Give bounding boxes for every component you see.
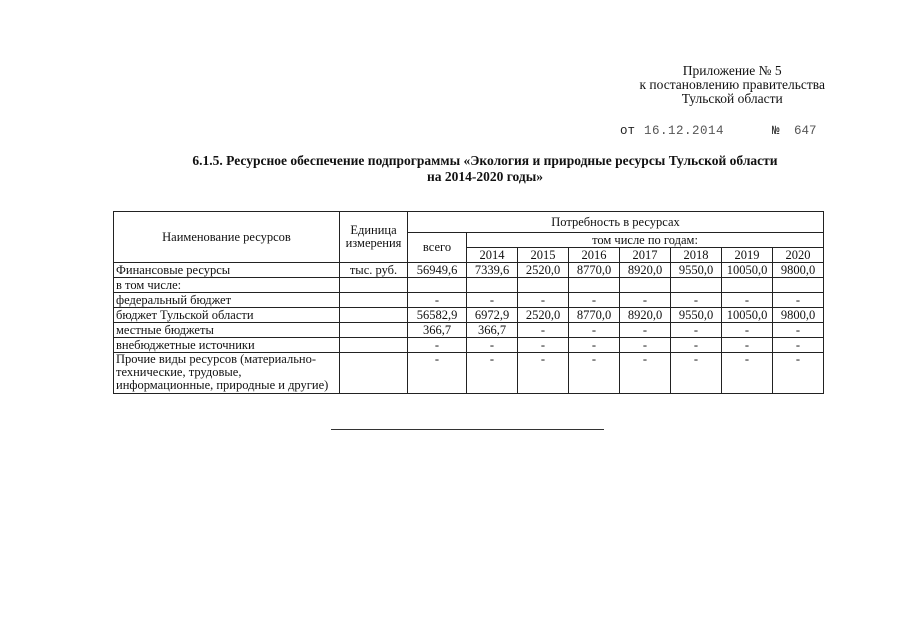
row-resource-name: внебюджетные источники — [114, 338, 340, 353]
row-resource-name: федеральный бюджет — [114, 293, 340, 308]
row-year-value — [467, 278, 518, 293]
row-year-value: 9800,0 — [773, 308, 824, 323]
header-need: Потребность в ресурсах — [408, 212, 824, 233]
row-year-value: - — [722, 293, 773, 308]
row-total-value: - — [408, 353, 467, 394]
row-resource-name: бюджет Тульской области — [114, 308, 340, 323]
row-year-value: - — [722, 338, 773, 353]
row-resource-name: в том числе: — [114, 278, 340, 293]
table-row — [114, 338, 824, 353]
closing-divider — [331, 429, 604, 430]
row-year-value: - — [773, 353, 824, 394]
row-year-value: - — [569, 323, 620, 338]
row-year-value — [518, 278, 569, 293]
row-year-value: - — [620, 323, 671, 338]
row-year-value: - — [773, 293, 824, 308]
row-year-value: - — [773, 338, 824, 353]
resource-table — [113, 211, 824, 394]
row-year-value: 366,7 — [467, 323, 518, 338]
row-year-value: 9800,0 — [773, 263, 824, 278]
row-year-value: - — [569, 293, 620, 308]
row-unit — [340, 353, 408, 394]
header-year: 2014 — [467, 248, 518, 263]
row-unit — [340, 293, 408, 308]
row-year-value: 9550,0 — [671, 308, 722, 323]
header-year: 2020 — [773, 248, 824, 263]
row-year-value: - — [569, 353, 620, 394]
row-year-value: 8920,0 — [620, 263, 671, 278]
row-year-value: - — [518, 353, 569, 394]
table-row — [114, 353, 824, 394]
header-year: 2017 — [620, 248, 671, 263]
title-line-2: на 2014-2020 годы» — [426, 169, 544, 184]
row-year-value: 2520,0 — [518, 308, 569, 323]
row-resource-name: Прочие виды ресурсов (материально-технические, трудовые, информационные, природные и другие) — [114, 353, 340, 394]
table-row — [114, 263, 824, 278]
resolution-date: 16.12.2014 — [644, 124, 725, 138]
row-year-value: 8770,0 — [569, 308, 620, 323]
row-unit: тыс. руб. — [340, 263, 408, 278]
header-year: 2018 — [671, 248, 722, 263]
row-unit — [340, 338, 408, 353]
date-label: от — [620, 124, 636, 138]
table-row — [114, 293, 824, 308]
row-year-value: 2520,0 — [518, 263, 569, 278]
row-year-value: - — [467, 353, 518, 394]
header-year: 2015 — [518, 248, 569, 263]
row-year-value: - — [722, 323, 773, 338]
section-title — [150, 153, 820, 185]
row-total-value: 56949,6 — [408, 263, 467, 278]
annex-line-2: к постановлению правительства — [639, 77, 825, 92]
row-year-value: 9550,0 — [671, 263, 722, 278]
row-unit — [340, 308, 408, 323]
row-resource-name: местные бюджеты — [114, 323, 340, 338]
header-year: 2019 — [722, 248, 773, 263]
row-year-value: 10050,0 — [722, 263, 773, 278]
row-year-value: - — [671, 293, 722, 308]
row-total-value: - — [408, 338, 467, 353]
row-year-value: - — [569, 338, 620, 353]
row-total-value — [408, 278, 467, 293]
number-label: № — [772, 124, 780, 138]
header-year: 2016 — [569, 248, 620, 263]
row-year-value: - — [620, 293, 671, 308]
row-year-value: - — [518, 338, 569, 353]
header-by-year: том числе по годам: — [467, 233, 824, 248]
header-total: всего — [408, 233, 467, 263]
annex-line-3: Тульской области — [681, 91, 783, 106]
row-year-value — [773, 278, 824, 293]
header-unit: Единица измерения — [340, 212, 408, 263]
row-year-value: - — [518, 293, 569, 308]
header-resource-name: Наименование ресурсов — [114, 212, 340, 263]
row-resource-name: Финансовые ресурсы — [114, 263, 340, 278]
row-total-value: 366,7 — [408, 323, 467, 338]
row-year-value: - — [467, 293, 518, 308]
row-year-value: - — [620, 353, 671, 394]
table-body — [114, 263, 824, 394]
table-row — [114, 323, 824, 338]
resolution-number: 647 — [794, 124, 817, 138]
table-row — [114, 278, 824, 293]
row-year-value — [671, 278, 722, 293]
row-year-value: - — [773, 323, 824, 338]
row-year-value: - — [518, 323, 569, 338]
row-year-value: 8770,0 — [569, 263, 620, 278]
row-year-value — [569, 278, 620, 293]
row-year-value: - — [671, 338, 722, 353]
row-total-value: - — [408, 293, 467, 308]
row-unit — [340, 323, 408, 338]
row-year-value: - — [467, 338, 518, 353]
row-year-value: - — [671, 353, 722, 394]
row-year-value: - — [722, 353, 773, 394]
row-unit — [340, 278, 408, 293]
title-line-1: 6.1.5. Ресурсное обеспечение подпрограммы «Экология и природные ресурсы Тульской области — [192, 153, 778, 168]
annex-line-1: Приложение № 5 — [682, 63, 782, 78]
row-year-value — [722, 278, 773, 293]
row-total-value: 56582,9 — [408, 308, 467, 323]
row-year-value: 8920,0 — [620, 308, 671, 323]
row-year-value: 7339,6 — [467, 263, 518, 278]
row-year-value — [620, 278, 671, 293]
annex-header — [639, 64, 825, 106]
row-year-value: 6972,9 — [467, 308, 518, 323]
row-year-value: - — [620, 338, 671, 353]
row-year-value: - — [671, 323, 722, 338]
table-row — [114, 308, 824, 323]
row-year-value: 10050,0 — [722, 308, 773, 323]
